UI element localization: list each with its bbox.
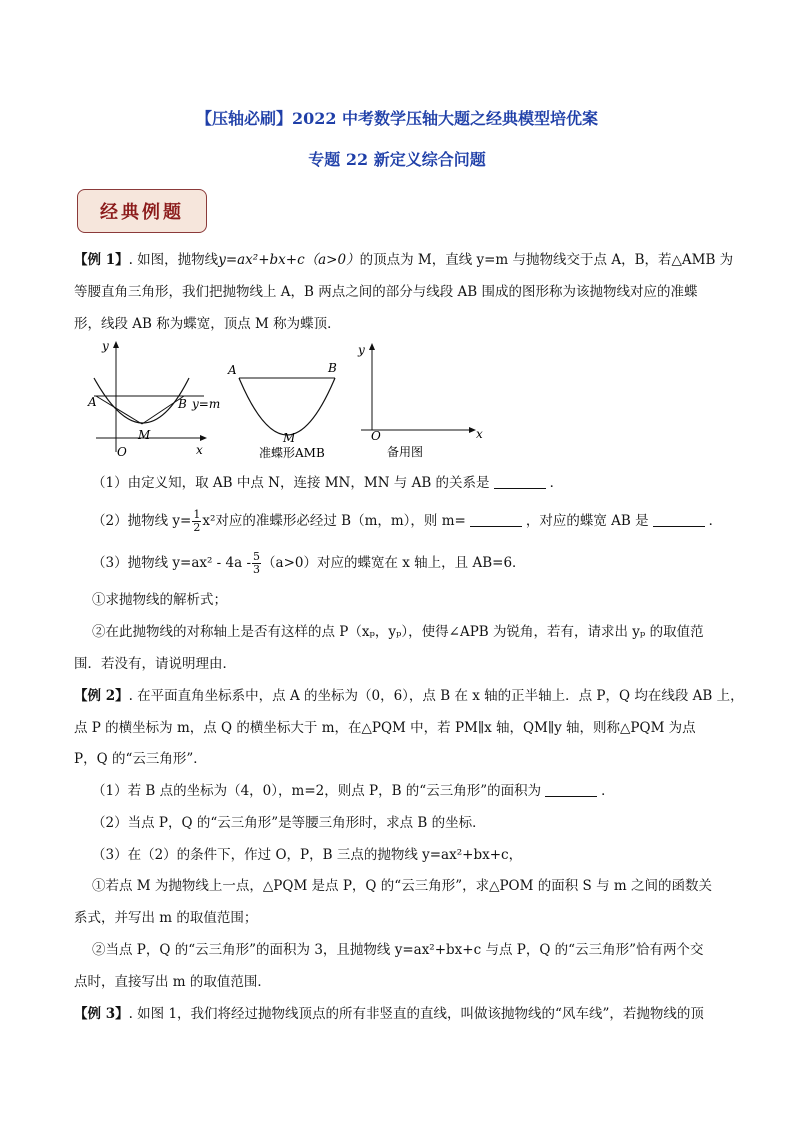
fig1-m-label: M: [138, 428, 151, 442]
fig3-origin-label: O: [371, 429, 381, 443]
fraction: $\frac{1}{2}$: [193, 508, 201, 534]
fig3-y-label: y: [358, 343, 365, 357]
fig1-a-label: A: [88, 395, 97, 409]
ex1-line-1: 【例 1】. 如图，抛物线y=ax²+bx+c（a>0）的顶点为 M，直线 y=m 与抛物线交于点 A，B，若△AMB 为: [74, 252, 734, 268]
fig2-caption: 准蝶形AMB: [259, 446, 325, 460]
ex2-line-1: 【例 2】. 在平面直角坐标系中，点 A 的坐标为（0，6），点 B 在 x 轴的正半轴上．点 P，Q 均在线段 AB 上，: [74, 688, 744, 704]
fig1-x-label: x: [196, 443, 203, 457]
ex2-q1: （1）若 B 点的坐标为（4，0），m=2，则点 P，B 的“云三角形”的面积为 ．: [92, 783, 615, 799]
answer-blank: [470, 512, 522, 527]
ex1-sub-2-cont: 围．若没有，请说明理由．: [74, 656, 236, 672]
ex2-line-3: P，Q 的“云三角形”．: [74, 751, 207, 767]
ex1-sub-2: ②在此抛物线的对称轴上是否有这样的点 P（xₚ，yₚ），使得∠APB 为锐角，若有，请求出 yₚ 的取值范: [92, 624, 704, 640]
ex1-tag: 【例 1】: [74, 252, 129, 268]
answer-blank: [545, 782, 597, 797]
ex1-sub-1: ①求抛物线的解析式；: [92, 592, 227, 608]
ex3-line-1: 【例 3】. 如图 1，我们将经过抛物线顶点的所有非竖直的直线，叫做该抛物线的“风车线”，若抛物线的顶: [74, 1006, 704, 1022]
fig1-origin-label: O: [117, 445, 127, 459]
ex1-figure-1: [86, 338, 221, 462]
fig1-line-label: y=m: [192, 397, 221, 411]
ex2-tag: 【例 2】: [74, 688, 129, 704]
fig3-x-label: x: [476, 427, 483, 441]
ex2-sub-1: ①若点 M 为抛物线上一点，△PQM 是点 P，Q 的“云三角形”，求△POM 的面积 S 与 m 之间的函数关: [92, 878, 712, 894]
ex2-q3: （3）在（2）的条件下，作过 O，P，B 三点的抛物线 y=ax²+bx+c，: [92, 847, 523, 863]
answer-blank: [653, 512, 705, 527]
ex2-sub-2-cont: 点时，直接写出 m 的取值范围．: [74, 974, 271, 990]
ex1-q3: （3）抛物线 y=ax² - 4a - $\frac{5}{3}$ （a>0）对应的蝶宽在 x 轴上，且 AB=6．: [92, 550, 526, 576]
ex1-q1: （1）由定义知，取 AB 中点 N，连接 MN，MN 与 AB 的关系是 ．: [92, 475, 564, 491]
ex1-q2: （2）抛物线 y= $\frac{1}{2}$ x²对应的准蝶形必经过 B（m，m），则 m= ，对应的蝶宽 AB 是 ．: [92, 508, 723, 534]
ex1-figure-3: [355, 340, 490, 464]
ex2-sub-2: ②当点 P，Q 的“云三角形”的面积为 3，且抛物线 y=ax²+bx+c 与点 P，Q 的“云三角形”恰有两个交: [92, 942, 704, 958]
fig1-y-label: y: [102, 339, 109, 353]
answer-blank: [494, 474, 546, 489]
ex1-line-3: 形，线段 AB 称为蝶宽，顶点 M 称为蝶顶．: [74, 316, 341, 332]
fig2-b-label: B: [328, 361, 337, 375]
fig3-caption: 备用图: [387, 445, 424, 459]
ex3-tag: 【例 3】: [74, 1006, 129, 1022]
fig2-m-label: M: [283, 431, 296, 445]
ex2-line-2: 点 P 的横坐标为 m，点 Q 的横坐标大于 m，在△PQM 中，若 PM∥x 轴，QM∥y 轴，则称△PQM 为点: [74, 720, 696, 736]
fig1-b-label: B: [178, 397, 187, 411]
ex1-figure-2: [225, 360, 355, 460]
ex2-sub-1-cont: 系式，并写出 m 的取值范围；: [74, 910, 258, 926]
page-subtitle: 专题 22 新定义综合问题: [308, 150, 486, 169]
section-badge: 经典例题: [77, 189, 207, 233]
fig2-a-label: A: [228, 363, 237, 377]
ex1-line-2: 等腰直角三角形，我们把抛物线上 A，B 两点之间的部分与线段 AB 围成的图形称为该抛物线对应的准蝶: [74, 284, 698, 300]
page-title: 【压轴必刷】2022 中考数学压轴大题之经典模型培优案: [195, 109, 599, 128]
ex2-q2: （2）当点 P，Q 的“云三角形”是等腰三角形时，求点 B 的坐标．: [92, 815, 486, 831]
fraction: $\frac{5}{3}$: [253, 550, 261, 576]
